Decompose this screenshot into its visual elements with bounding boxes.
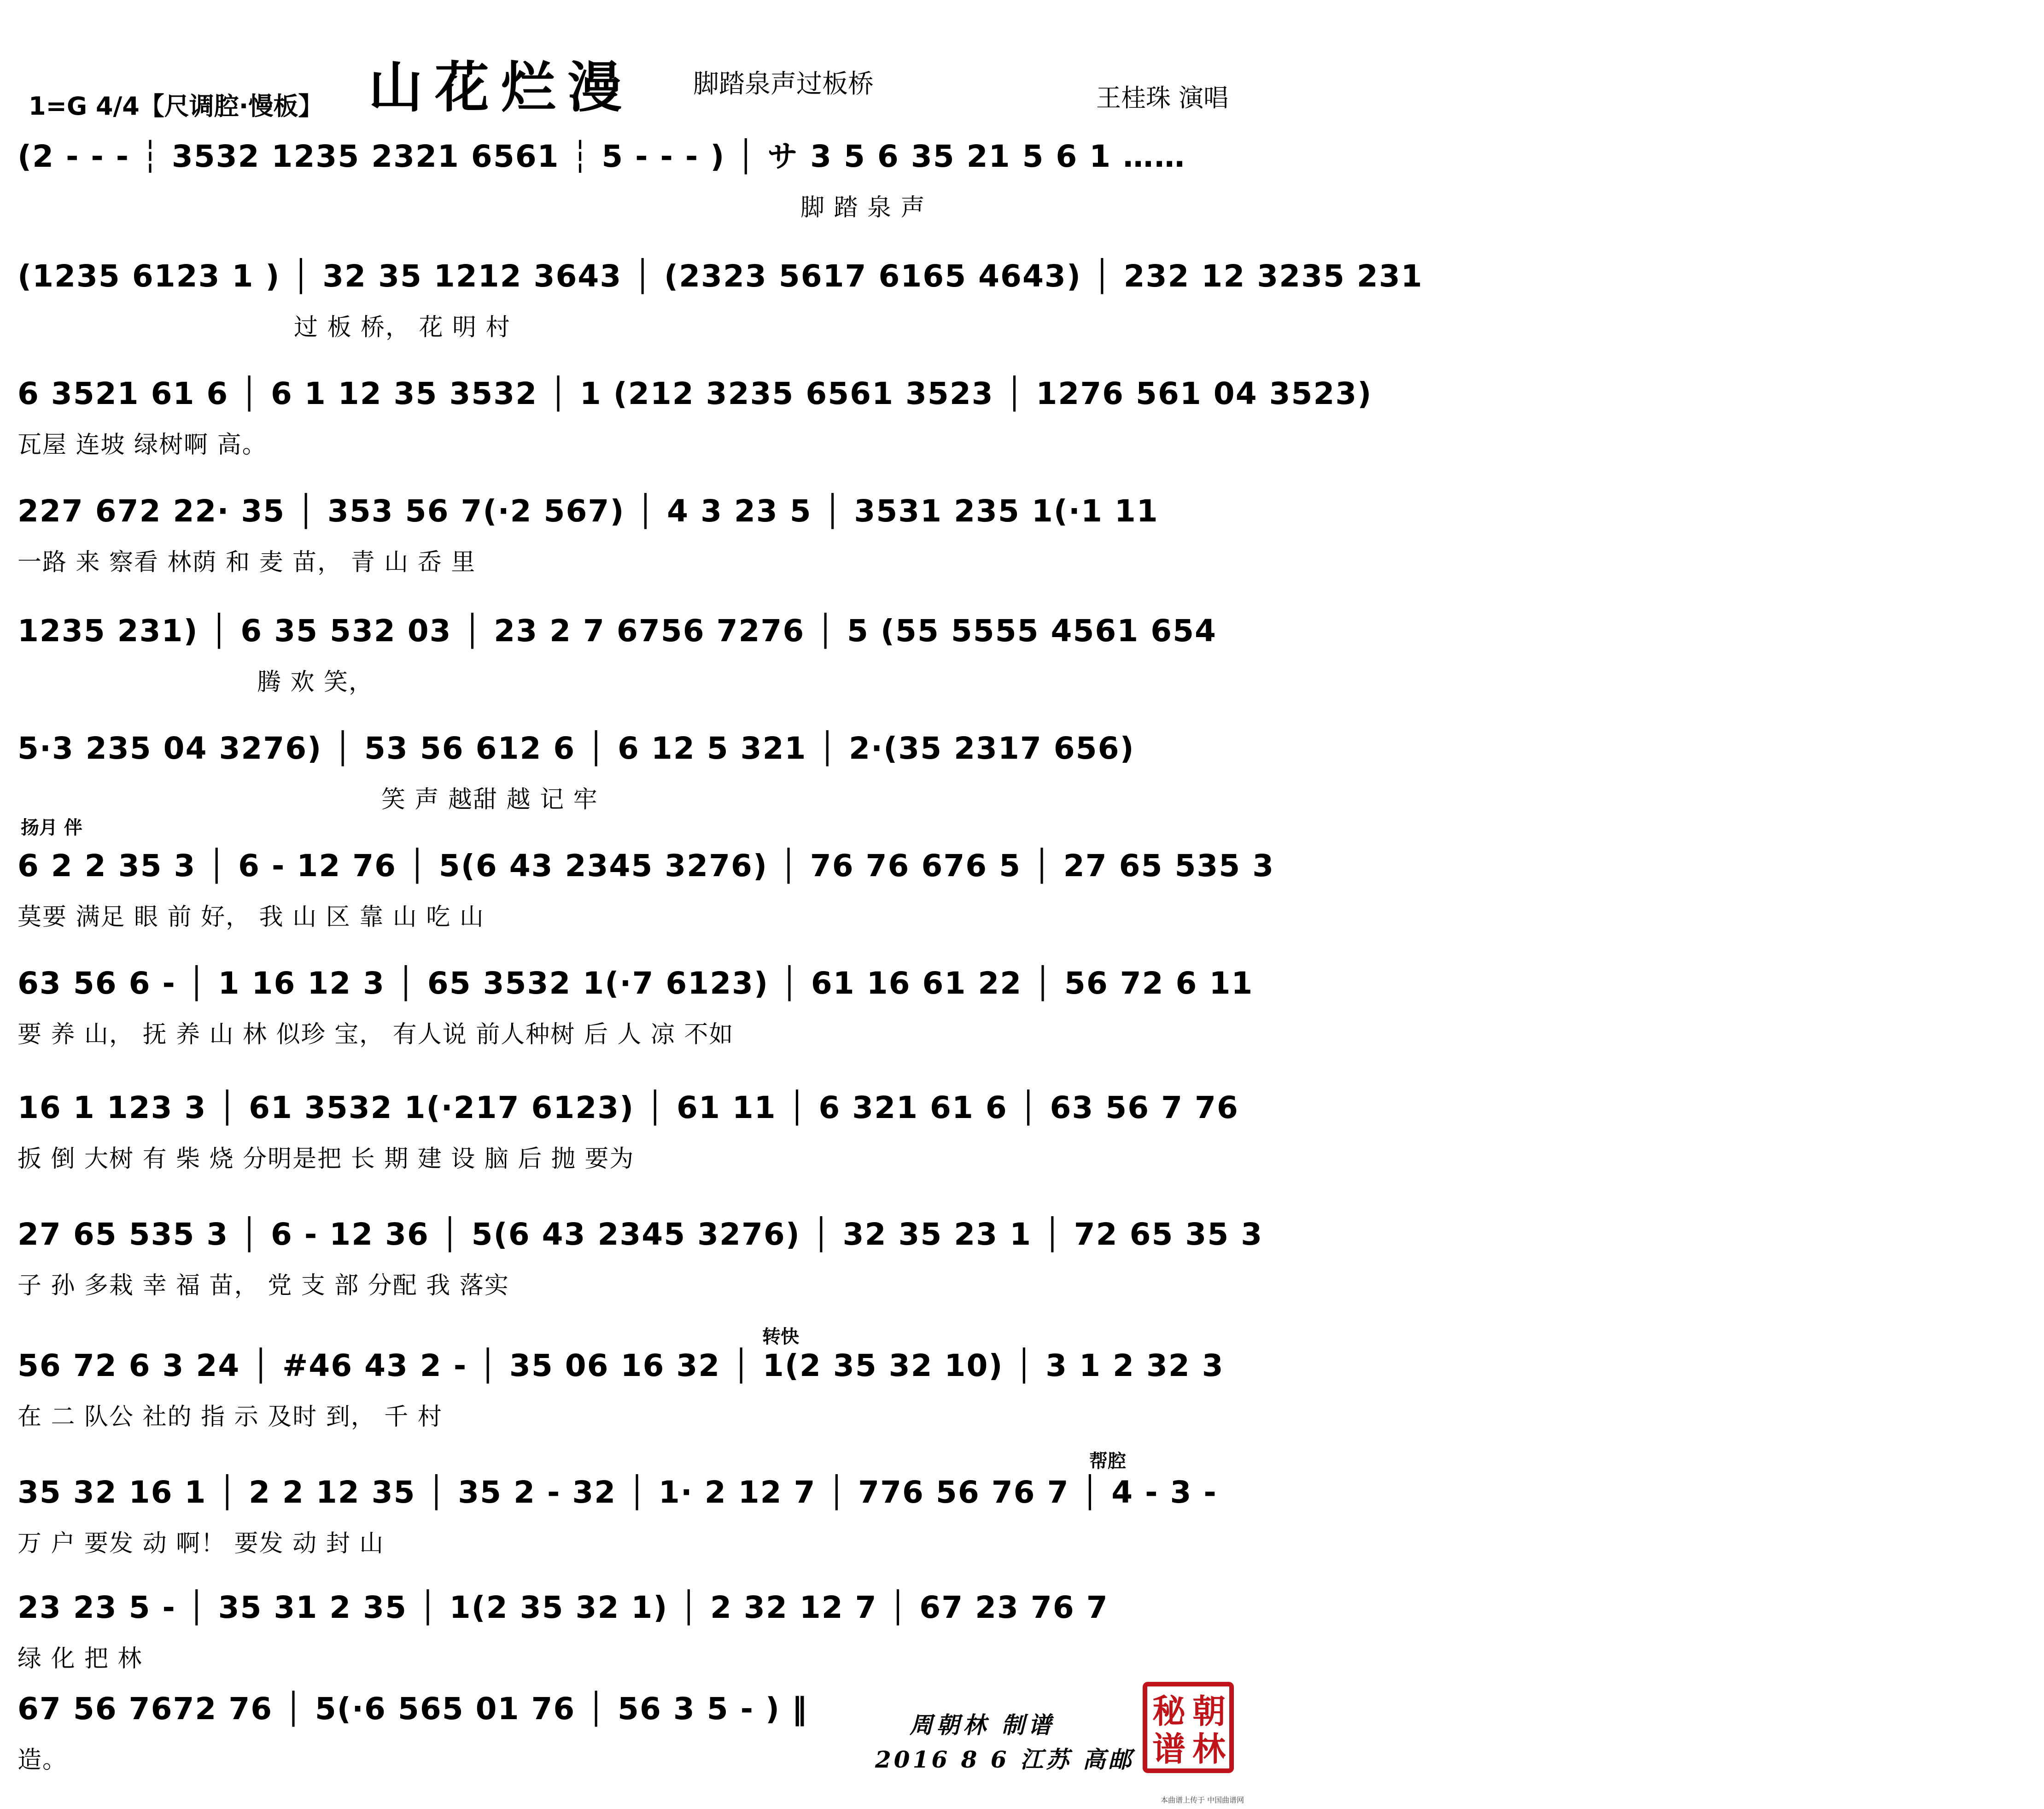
transcription-date: 2016 8 6 江苏 高邮 [875,1746,1134,1773]
score-notes: 227 672 22· 35 │ 353 56 7(·2 567) │ 4 3 23 5 │ 3531 235 1(·1 11 [18,493,1159,529]
accompaniment-label: 扬月 伴 [21,817,82,838]
score-lyrics: 造。 [18,1746,68,1774]
svg-text:林: 林 [1192,1729,1226,1768]
score-notes: 6 2 2 35 3 │ 6 - 12 76 │ 5(6 43 2345 3276) │ 76 76 676 5 │ 27 65 535 3 [18,848,1275,884]
score-notes: 27 65 535 3 │ 6 - 12 36 │ 5(6 43 2345 3276) │ 32 35 23 1 │ 72 65 35 3 [18,1217,1263,1252]
singer-credit: 王桂珠 演唱 [1096,83,1229,112]
score-notes: (1235 6123 1 ) │ 32 35 1212 3643 │ (2323 5617 6165 4643) │ 232 12 3235 231 [18,258,1423,294]
score-lyrics: 一路 来 察看 林荫 和 麦 苗， 青 山 岙 里 [18,549,476,576]
score-lyrics: 过 板 桥， 花 明 村 [294,314,511,341]
score-lyrics: 在 二 队公 社的 指 示 及时 到， 千 村 [18,1403,443,1431]
svg-text:秘: 秘 [1152,1692,1186,1731]
song-subtitle: 脚踏泉声过板桥 [693,69,874,99]
source-watermark: 本曲谱上传于 中国曲谱网 [1161,1796,1244,1804]
score-lyrics: 笑 声 越甜 越 记 牢 [381,786,598,814]
song-title: 山花烂漫 [368,55,634,119]
score-lyrics: 要 养 山， 抚 养 山 林 似珍 宝， 有人说 前人种树 后 人 凉 不如 [18,1021,734,1048]
score-notes: 67 56 7672 76 │ 5(·6 565 01 76 │ 56 3 5 - ) ‖ [18,1691,808,1727]
score-notes: 35 32 16 1 │ 2 2 12 35 │ 35 2 - 32 │ 1· 2 12 7 │ 776 56 76 7 │ 4 - 3 - [18,1475,1217,1510]
score-notes: 16 1 123 3 │ 61 3532 1(·217 6123) │ 61 11 │ 6 321 61 6 │ 63 56 7 76 [18,1090,1239,1125]
key-time-signature: 1=G 4/4【尺调腔·慢板】 [29,92,323,121]
tempo-change-label: 转快 [762,1326,799,1347]
score-lyrics: 腾 欢 笑， [257,668,374,696]
score-lyrics: 子 孙 多栽 幸 福 苗， 党 支 部 分配 我 落实 [18,1272,509,1300]
score-lyrics: 绿 化 把 林 [18,1645,143,1673]
score-notes: 6 3521 61 6 │ 6 1 12 35 3532 │ 1 (212 3235 6561 3523 │ 1276 561 04 3523) [18,376,1372,411]
seal-stamp [1142,1681,1234,1774]
score-notes: 1235 231) │ 6 35 532 03 │ 23 2 7 6756 7276 │ 5 (55 5555 4561 654 [18,613,1217,649]
score-lyrics: 万 户 要发 动 啊！ 要发 动 封 山 [18,1530,385,1557]
score-notes: 5·3 235 04 3276) │ 53 56 612 6 │ 6 12 5 321 │ 2·(35 2317 656) [18,731,1135,766]
svg-text:谱: 谱 [1152,1729,1186,1768]
score-lyrics: 脚 踏 泉 声 [800,194,926,222]
score-lyrics: 扳 倒 大树 有 柴 烧 分明是把 长 期 建 设 脑 后 抛 要为 [18,1145,635,1173]
score-notes: (2 - - - ┆ 3532 1235 2321 6561 ┆ 5 - - - ) │ サ 3 5 6 35 21 5 6 1 …… [18,139,1186,174]
score-notes: 63 56 6 - │ 1 16 12 3 │ 65 3532 1(·7 6123) │ 61 16 61 22 │ 56 72 6 11 [18,966,1254,1001]
score-lyrics: 瓦屋 连坡 绿树啊 高。 [18,431,267,459]
transcriber-credit: 周朝林 制谱 [910,1711,1055,1739]
score-lyrics: 莫要 满足 眼 前 好， 我 山 区 靠 山 吃 山 [18,903,485,931]
score-notes: 56 72 6 3 24 │ #46 43 2 - │ 35 06 16 32 │ 1(2 35 32 10) │ 3 1 2 32 3 [18,1348,1224,1383]
svg-text:朝: 朝 [1192,1692,1226,1731]
score-notes: 23 23 5 - │ 35 31 2 35 │ 1(2 35 32 1) │ 2 32 12 7 │ 67 23 76 7 [18,1590,1109,1625]
helper-voice-label: 帮腔 [1089,1451,1126,1472]
